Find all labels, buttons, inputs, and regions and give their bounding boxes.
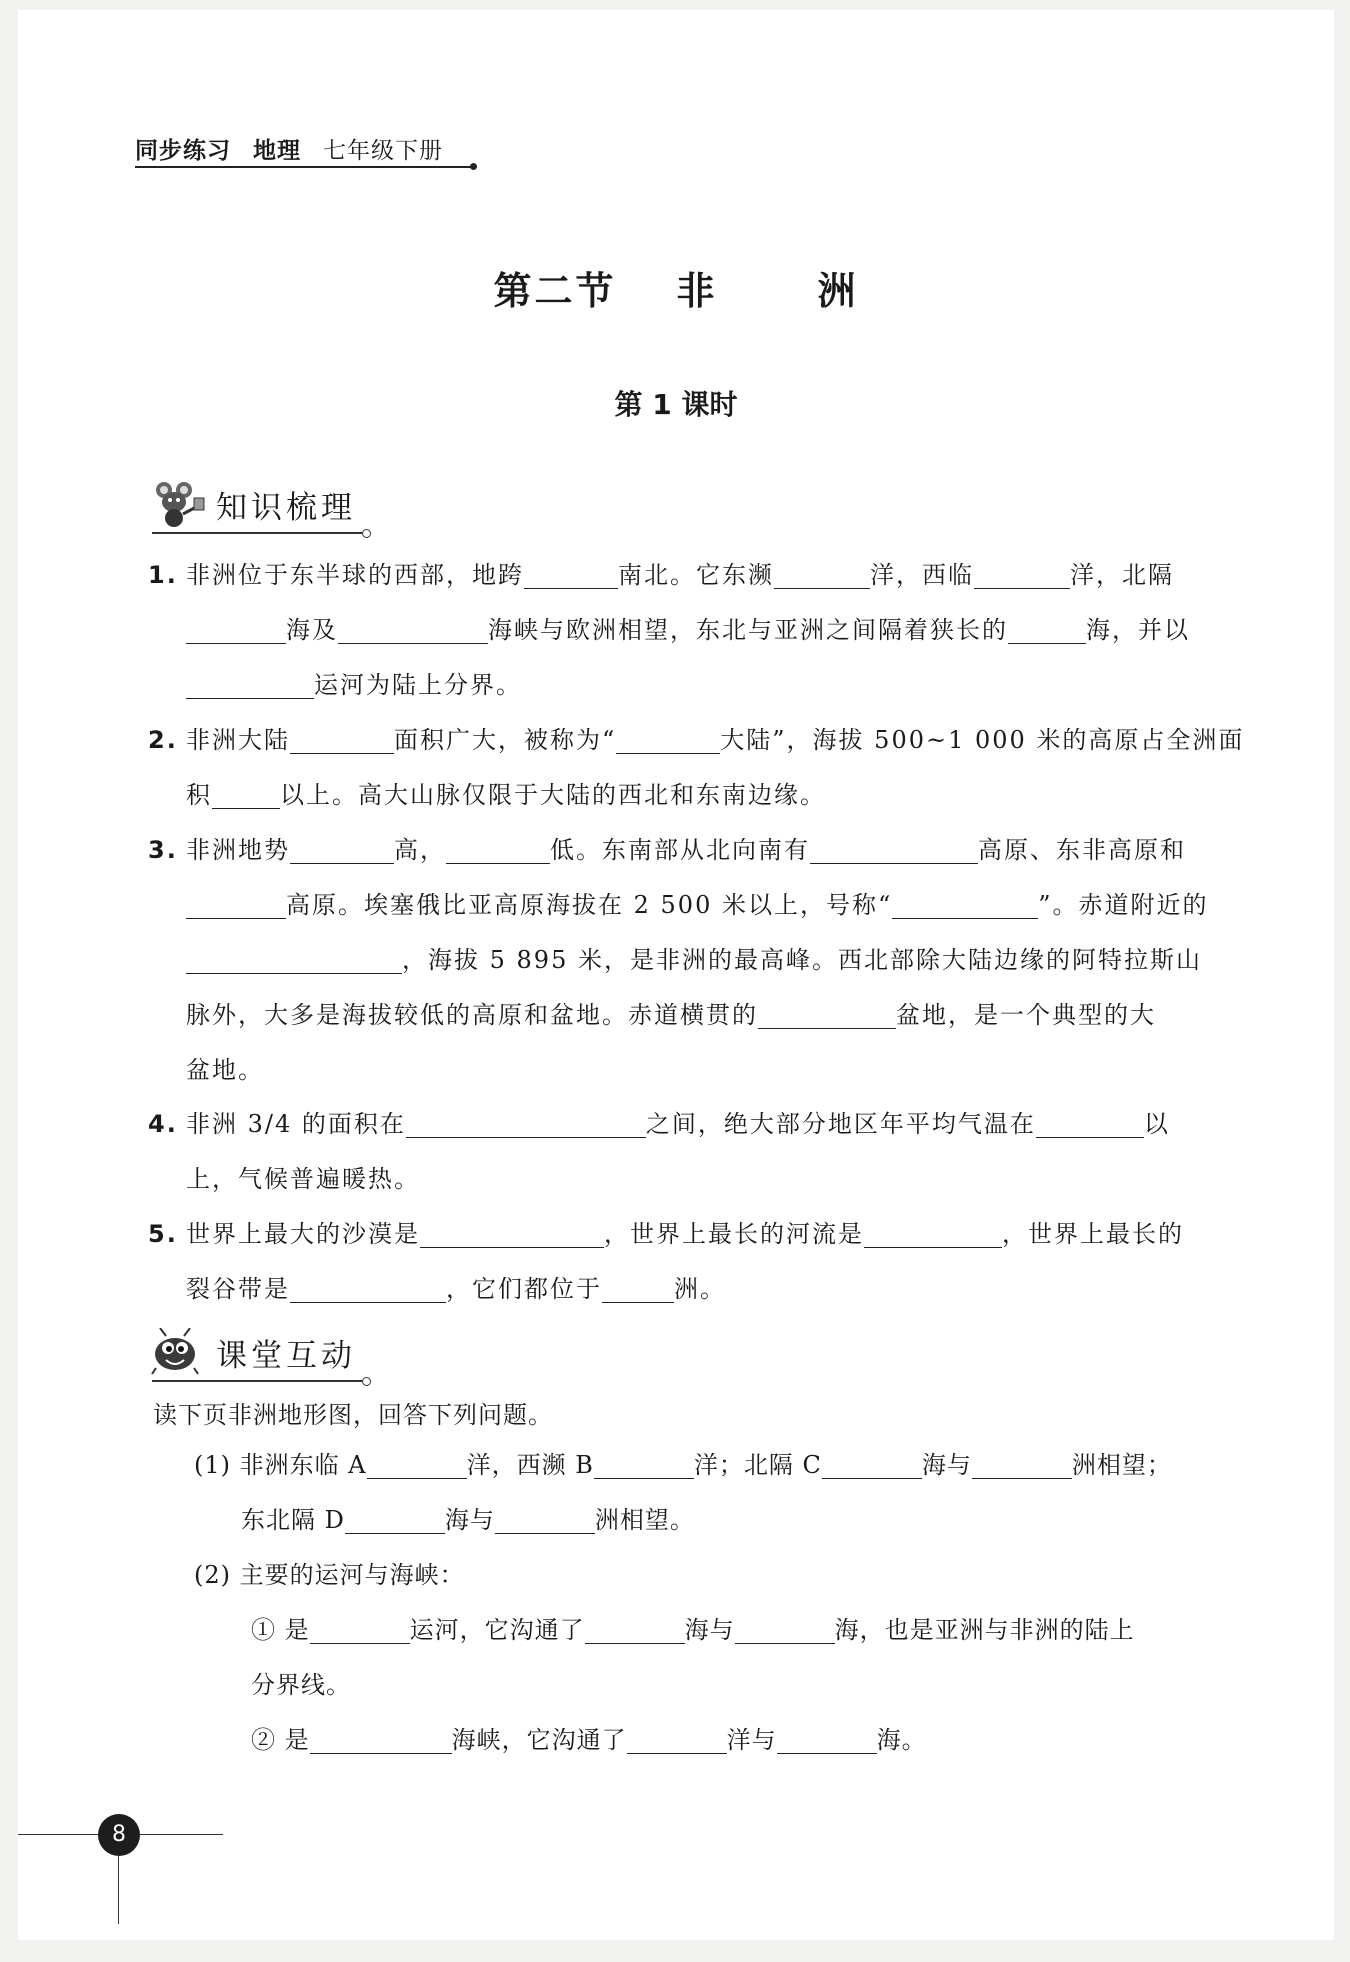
workbook-page <box>18 10 1334 1940</box>
interaction-section-header <box>150 1328 356 1376</box>
subject-name: 地理 <box>253 138 301 164</box>
answer-blank[interactable] <box>616 723 720 754</box>
interaction-q2-title: (2) 主要的运河与海峡： <box>194 1561 465 1589</box>
answer-blank[interactable] <box>524 558 618 589</box>
answer-blank[interactable] <box>1008 613 1086 644</box>
answer-blank[interactable] <box>594 1448 694 1479</box>
answer-blank[interactable] <box>310 1723 452 1754</box>
question-4: 4. 非洲 3/4 的面积在 之间，绝大部分地区年平均气温在 以 上，气候普遍暖热。 <box>186 1097 1170 1207</box>
question-3: 3. 非洲地势 高， 低。东南部从北向南有 高原、东非高原和 高原。埃塞俄比亚高原海拔在 2 500 米以上，号称“ ”。赤道附近的 ，海拔 5 895 米，是非洲的最高峰。西北部除大陆边缘的阿特拉斯山 脉外，大多是海拔较低的高原和盆地。赤道横贯的 盆地，是一个典型的大 盆地。 <box>186 823 1209 1098</box>
series-name: 同步练习 <box>135 138 231 164</box>
grade-name: 七年级下册 <box>323 138 443 164</box>
section-title: 第二节 非 洲 <box>493 268 859 313</box>
lesson-subtitle: 第 1 课时 <box>614 388 738 421</box>
question-2: 2. 非洲大陆 面积广大，被称为“ 大陆”，海拔 500~1 000 米的高原占全洲面 积 以上。高大山脉仅限于大陆的西北和东南边缘。 <box>186 713 1244 823</box>
answer-blank[interactable] <box>495 1503 595 1534</box>
answer-blank[interactable] <box>338 613 488 644</box>
header-rule <box>135 166 473 168</box>
answer-blank[interactable] <box>186 668 314 699</box>
answer-blank[interactable] <box>1036 1107 1144 1138</box>
knowledge-section-header <box>150 480 356 528</box>
page-number: 8 <box>98 1814 140 1856</box>
answer-blank[interactable] <box>892 888 1038 919</box>
answer-blank[interactable] <box>972 1448 1072 1479</box>
answer-blank[interactable] <box>186 888 286 919</box>
answer-blank[interactable] <box>627 1723 727 1754</box>
answer-blank[interactable] <box>290 833 394 864</box>
answer-blank[interactable] <box>290 723 394 754</box>
answer-blank[interactable] <box>186 613 286 644</box>
interaction-section-label: 课堂互动 <box>216 1337 356 1374</box>
answer-blank[interactable] <box>420 1217 604 1248</box>
interaction-intro: 读下页非洲地形图，回答下列问题。 <box>153 1401 553 1429</box>
answer-blank[interactable] <box>974 558 1070 589</box>
answer-blank[interactable] <box>367 1448 467 1479</box>
section-underline <box>152 532 362 534</box>
section-underline <box>152 1380 362 1382</box>
answer-blank[interactable] <box>774 558 870 589</box>
answer-blank[interactable] <box>822 1448 922 1479</box>
question-5: 5. 世界上最大的沙漠是 ，世界上最长的河流是 ，世界上最长的 裂谷带是 ，它们都位于 洲。 <box>186 1207 1184 1317</box>
answer-blank[interactable] <box>186 943 402 974</box>
answer-blank[interactable] <box>406 1107 646 1138</box>
answer-blank[interactable] <box>290 1272 446 1303</box>
mouse-mascot-icon <box>150 480 206 528</box>
answer-blank[interactable] <box>758 998 896 1029</box>
interaction-q2-b: ② 是 海峡，它沟通了 洋与 海。 <box>251 1713 927 1768</box>
answer-blank[interactable] <box>735 1613 835 1644</box>
bug-mascot-icon <box>150 1328 206 1376</box>
question-1: 1. 非洲位于东半球的西部，地跨 南北。它东濒 洋，西临 洋，北隔 海及 海峡与欧洲相望，东北与亚洲之间隔着狭长的 海，并以 运河为陆上分界。 <box>186 548 1190 713</box>
running-header <box>135 132 443 165</box>
answer-blank[interactable] <box>310 1613 410 1644</box>
answer-blank[interactable] <box>345 1503 445 1534</box>
answer-blank[interactable] <box>777 1723 877 1754</box>
answer-blank[interactable] <box>864 1217 1002 1248</box>
answer-blank[interactable] <box>585 1613 685 1644</box>
answer-blank[interactable] <box>810 833 978 864</box>
interaction-q2-a: ① 是 运河，它沟通了 海与 海，也是亚洲与非洲的陆上 分界线。 <box>251 1603 1135 1713</box>
knowledge-section-label: 知识梳理 <box>216 489 356 526</box>
answer-blank[interactable] <box>212 778 280 809</box>
answer-blank[interactable] <box>446 833 550 864</box>
answer-blank[interactable] <box>602 1272 674 1303</box>
interaction-q1: (1) 非洲东临 A 洋，西濒 B 洋；北隔 C 海与 洲相望； 东北隔 D 海与 洲相望。 <box>194 1438 1172 1548</box>
